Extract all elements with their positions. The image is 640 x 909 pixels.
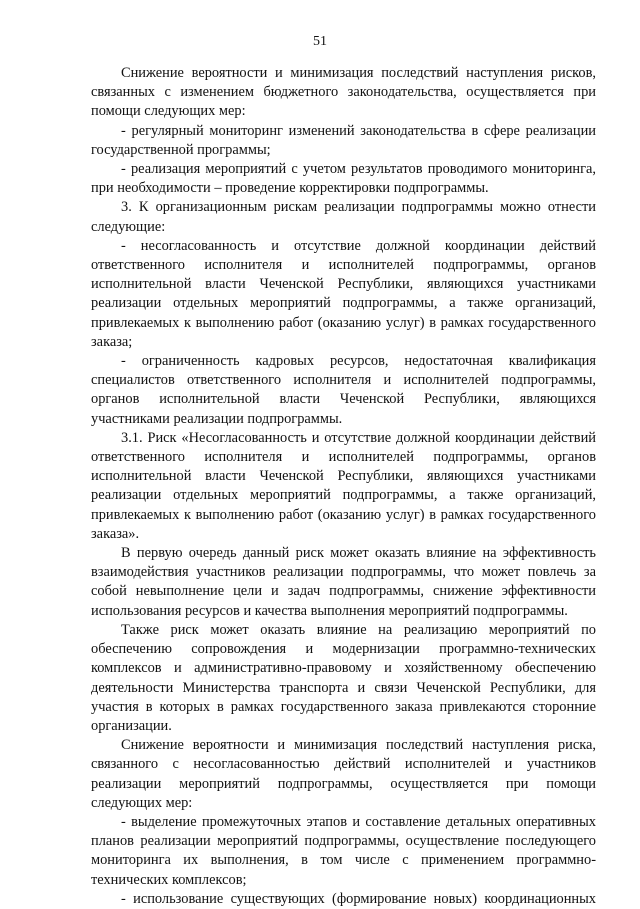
paragraph: - ограниченность кадровых ресурсов, недостаточная квалификация специалистов ответственного исполнителя и исполнителей подпрограммы, органов исполнительной власти Чеченской Республики, являющихся участниками реализации подпрограммы. xyxy=(91,353,596,427)
paragraph: Снижение вероятности и минимизация последствий наступления рисков, связанных с изменением бюджетного законодательства, осуществляется при помощи следующих мер: xyxy=(91,65,596,120)
paragraph: - несогласованность и отсутствие должной координации действий ответственного исполнителя и исполнителей подпрограммы, органов исполнительной власти Чеченской Республики, являющихся участниками реализации отдельных мероприятий подпрограммы, а также организаций, привлекаемых к выполнению работ (оказанию услуг) в рамках государственного заказа; xyxy=(91,237,596,350)
paragraph: - реализация мероприятий с учетом результатов проводимого мониторинга, при необходимости – проведение корректировки подпрограммы. xyxy=(91,161,596,197)
paragraph-continued: - использование существующих (формирование новых) координационных xyxy=(121,890,596,907)
paragraph: 3.1. Риск «Несогласованность и отсутствие должной координации действий ответственного исполнителя и исполнителей подпрограммы, органов исполнительной власти Чеченской Республики, являющихся участниками реализации отдельных мероприятий подпрограммы, а также организаций, привлекаемых к выполнению работ (оказанию услуг) в рамках государственного заказа». xyxy=(91,429,596,542)
paragraph: 3. К организационным рискам реализации подпрограммы можно отнести следующие: xyxy=(91,199,596,235)
paragraph: Также риск может оказать влияние на реализацию мероприятий по обеспечению сопровождения и модернизации программно-технических комплексов и административно-правовому и хозяйственному обеспечению деятельности Министерства транспорта и связи Чеченской Республики, для участия в которых в рамках государственного заказа привлекаются сторонние организации. xyxy=(91,621,596,734)
document-body xyxy=(91,64,596,909)
paragraph: - регулярный мониторинг изменений законодательства в сфере реализации государственной программы; xyxy=(91,122,596,158)
paragraph: - выделение промежуточных этапов и составление детальных оперативных планов реализации мероприятий подпрограммы, осуществление последующего мониторинга их выполнения, в том числе с применением программно-технических комплексов; xyxy=(91,813,596,888)
paragraph: В первую очередь данный риск может оказать влияние на эффективность взаимодействия участников реализации подпрограммы, что может повлечь за собой невыполнение цели и задач подпрограммы, снижение эффективности использования ресурсов и качества выполнения мероприятий подпрограммы. xyxy=(91,545,596,619)
page-number: 51 xyxy=(313,34,327,49)
paragraph: Снижение вероятности и минимизация последствий наступления риска, связанного с несогласованностью действий исполнителей и участников реализации мероприятий подпрограммы, осуществляется при помощи следующих мер: xyxy=(91,737,596,811)
